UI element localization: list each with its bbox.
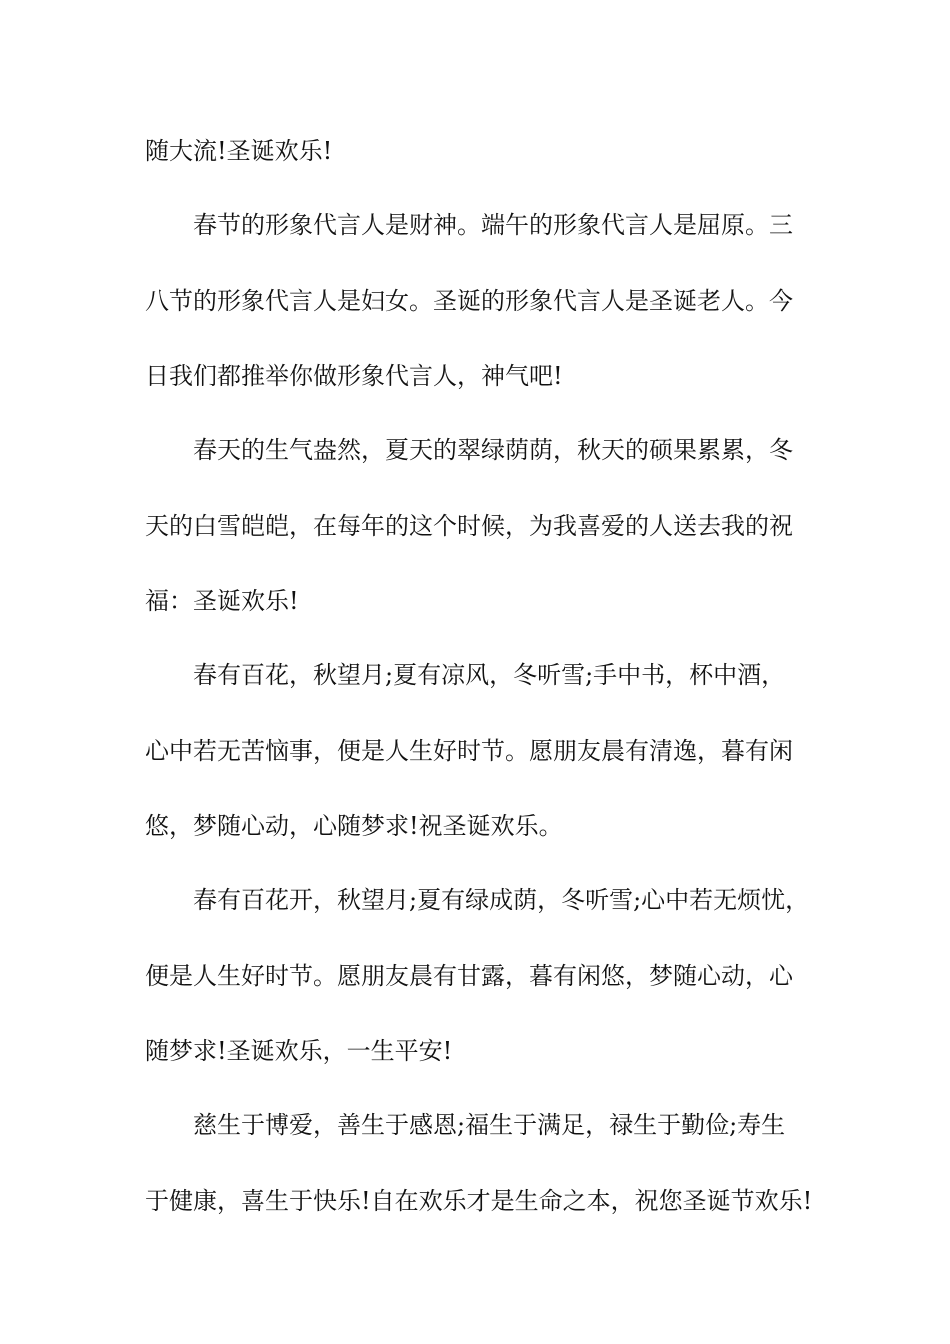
text-line: 于健康，喜生于快乐!自在欢乐才是生命之本，祝您圣诞节欢乐!	[145, 1187, 813, 1215]
text-line: 随大流!圣诞欢乐!	[145, 137, 333, 165]
paragraph-first-line: 春天的生气盎然，夏天的翠绿荫荫，秋天的硕果累累，冬	[193, 436, 793, 464]
text-line: 福：圣诞欢乐!	[145, 587, 299, 615]
text-line: 便是人生好时节。愿朋友晨有甘露，暮有闲悠，梦随心动，心	[145, 962, 793, 990]
text-line: 随梦求!圣诞欢乐，一生平安!	[145, 1037, 453, 1065]
text-line: 天的白雪皑皑，在每年的这个时候，为我喜爱的人送去我的祝	[145, 512, 793, 540]
paragraph-first-line: 春节的形象代言人是财神。端午的形象代言人是屈原。三	[193, 211, 793, 239]
paragraph-first-line: 春有百花，秋望月;夏有凉风，冬听雪;手中书，杯中酒，	[193, 661, 786, 689]
paragraph-first-line: 春有百花开，秋望月;夏有绿成荫，冬听雪;心中若无烦忧，	[193, 886, 810, 914]
text-line: 心中若无苦恼事，便是人生好时节。愿朋友晨有清逸，暮有闲	[145, 737, 793, 765]
text-line: 八节的形象代言人是妇女。圣诞的形象代言人是圣诞老人。今	[145, 287, 793, 315]
paragraph-first-line: 慈生于博爱，善生于感恩;福生于满足，禄生于勤俭;寿生	[193, 1111, 786, 1139]
text-line: 悠，梦随心动，心随梦求!祝圣诞欢乐。	[145, 812, 563, 840]
text-line: 日我们都推举你做形象代言人，神气吧!	[145, 362, 563, 390]
